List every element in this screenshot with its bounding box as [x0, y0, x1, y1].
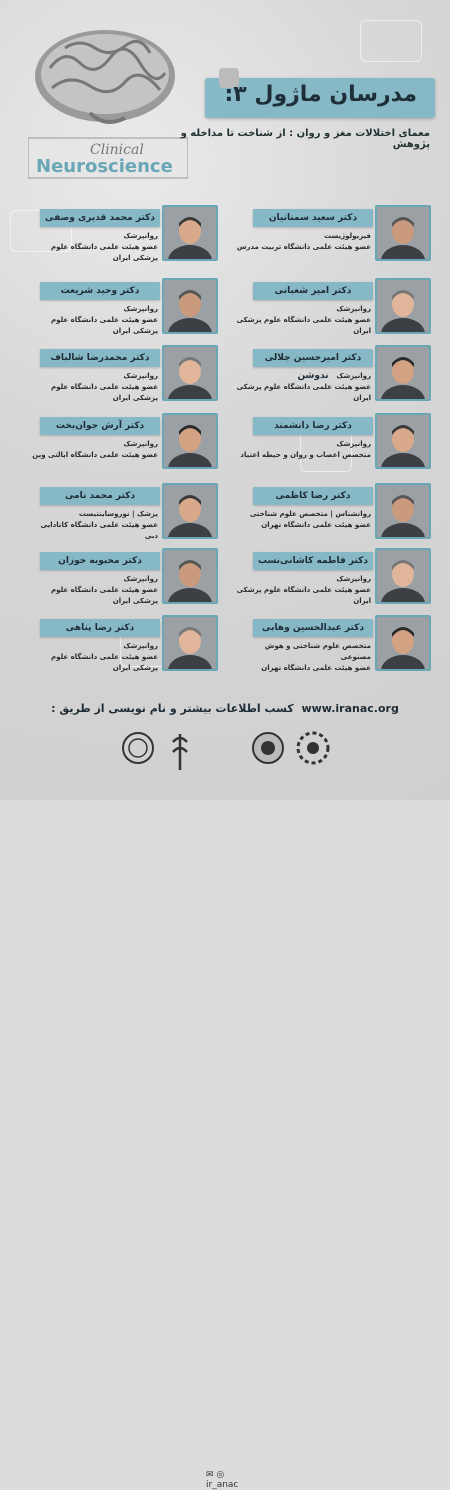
instructor-name: دکتر فاطمه کاشانی‌نسب: [257, 556, 369, 566]
description-line: روانپزشک: [123, 305, 158, 313]
instructor-name: دکتر رضا پناهی: [65, 623, 135, 633]
description-line: عضو هیئت علمی دانشگاه تهران: [261, 521, 371, 529]
instructor-description: [235, 439, 371, 461]
instructor-name: دکتر محبوبه خوزان: [58, 556, 142, 566]
description-line: عضو هیئت علمی دانشگاه علوم پزشکی ایران: [236, 383, 371, 402]
instructor-name: دکتر امیرحسین جلالی ندوشن: [264, 353, 362, 381]
instructor-name-bar: [40, 619, 160, 637]
description-line: روانپزشک: [123, 232, 158, 240]
instructor-card: [235, 483, 435, 543]
description-line: عضو هیئت علمی دانشگاه علوم پزشکی ایران: [51, 243, 158, 262]
description-line: روانپزشک: [336, 575, 371, 583]
description-line: عضو هیئت علمی دانشگاه علوم پزشکی ایران: [236, 316, 371, 335]
description-line: روانپزشک: [336, 440, 371, 448]
footer-cta: [0, 702, 450, 715]
instructor-photo: [162, 615, 218, 671]
instructor-card: [30, 548, 220, 608]
description-line: عضو هیئت علمی دانشگاه کانادایی دبی: [40, 521, 158, 540]
instructor-description: [235, 641, 371, 674]
instructor-photo: [375, 483, 431, 539]
instructor-name-bar: [253, 417, 373, 435]
description-line: روانپزشک: [336, 305, 371, 313]
description-line: عضو هیئت علمی دانشگاه اپالتی وین: [32, 451, 158, 459]
instructor-name-bar: [253, 282, 373, 300]
instructor-photo: [162, 548, 218, 604]
description-line: روانپزشک: [123, 575, 158, 583]
instructor-card: [235, 413, 435, 473]
instructor-card: [30, 345, 220, 405]
instructor-name-bar: [40, 487, 160, 505]
title-banner: [205, 78, 435, 118]
footer-logos: [0, 730, 450, 1490]
instructor-photo: [375, 205, 431, 261]
description-line: فیزیولوژیست: [323, 232, 371, 240]
instructor-name: دکتر محمد نامی: [64, 491, 136, 501]
instructor-card: [235, 615, 435, 675]
instructor-description: [30, 231, 158, 264]
instructor-card: [30, 615, 220, 675]
description-line: روانشناس | متخصص علوم شناختی: [249, 510, 371, 518]
instructor-photo: [375, 345, 431, 401]
instructor-description: [30, 574, 158, 607]
description-line: عضو هیئت علمی دانشگاه تربیت مدرس: [236, 243, 371, 251]
instructor-name-bar: [253, 619, 373, 637]
instructor-name: دکتر امیر شعبانی: [274, 286, 352, 296]
instructor-card: [235, 278, 435, 338]
description-line: روانپزشک: [336, 372, 371, 380]
instructor-name-bar: [40, 282, 160, 300]
instructor-name-bar: [40, 209, 160, 227]
description-line: روانپزشک: [123, 372, 158, 380]
header: [0, 0, 450, 200]
instructor-description: [30, 371, 158, 404]
description-line: متخصص علوم شناختی و هوش مصنوعی: [264, 642, 371, 661]
instructor-card: [235, 205, 435, 265]
logo-top-text: Clinical: [90, 142, 144, 158]
handle-text: ir_anac: [206, 1480, 239, 1490]
description-line: عضو هیئت علمی دانشگاه تهران: [261, 664, 371, 672]
instructor-card: [30, 483, 220, 543]
footer-text: کسب اطلاعات بیشتر و نام نویسی از طریق :: [51, 702, 294, 715]
clinical-neuroscience-logo: [28, 128, 188, 184]
description-line: پزشک | نوروساینتیست: [78, 510, 158, 518]
description-line: عضو هیئت علمی دانشگاه علوم پزشکی ایران: [51, 586, 158, 605]
page-subtitle: معمای اختلالات مغز و روان : از شناخت تا مداخله و پژوهش: [180, 128, 430, 150]
instructor-photo: [375, 413, 431, 469]
instructor-description: [30, 439, 158, 461]
description-line: روانپزشک: [123, 642, 158, 650]
instructor-card: [235, 548, 435, 608]
instructor-name: دکتر وحید شریعت: [60, 286, 140, 296]
page-title: مدرسان ماژول ۳:: [224, 82, 417, 107]
instructor-description: [235, 371, 371, 404]
instructor-name: دکتر محمدرضا شالباف: [50, 353, 150, 363]
instructor-name-bar: [253, 552, 373, 570]
instructor-photo: [162, 345, 218, 401]
website-link[interactable]: www.iranac.org: [301, 702, 399, 715]
brand-logo: [165, 730, 195, 776]
brain-illustration: [30, 18, 180, 138]
instructor-card: [235, 345, 435, 405]
round-logo: [250, 730, 286, 766]
social-handle[interactable]: [206, 1470, 238, 1490]
instructor-description: [30, 641, 158, 674]
instructor-photo: [375, 548, 431, 604]
instructor-name: دکتر عبدالحسین وهابی: [262, 623, 364, 633]
instructor-description: [30, 304, 158, 337]
instructor-name: دکتر آرش جوان‌بخت: [55, 421, 145, 431]
description-line: عضو هیئت علمی دانشگاه علوم پزشکی ایران: [51, 383, 158, 402]
instructor-name-bar: [253, 487, 373, 505]
instructor-card: [30, 205, 220, 265]
social-icons: ✉ ◎: [206, 1470, 225, 1480]
instructor-photo: [162, 278, 218, 334]
instructor-card: [30, 278, 220, 338]
instructor-card: [30, 413, 220, 473]
description-line: روانپزشک: [123, 440, 158, 448]
logo-bottom-text: Neuroscience: [36, 156, 173, 177]
instructor-photo: [162, 483, 218, 539]
gear-logo: [295, 730, 331, 766]
description-line: عضو هیئت علمی دانشگاه علوم پزشکی ایران: [51, 653, 158, 672]
description-line: متخصص اعصاب و روان و حیطه اعتیاد: [240, 451, 371, 459]
instructor-name-bar: [40, 349, 160, 367]
instructor-name: دکتر سعید سمنانیان: [268, 213, 358, 223]
instructor-photo: [375, 278, 431, 334]
instructor-description: [235, 574, 371, 607]
instructor-photo: [375, 615, 431, 671]
instructor-description: [30, 509, 158, 542]
instructor-name: دکتر رضا کاظمی: [275, 491, 351, 501]
instructor-name-bar: [40, 417, 160, 435]
emblem-logo: [120, 730, 156, 766]
description-line: عضو هیئت علمی دانشگاه علوم پزشکی ایران: [51, 316, 158, 335]
instructor-description: [235, 304, 371, 337]
description-line: عضو هیئت علمی دانشگاه علوم پزشکی ایران: [236, 586, 371, 605]
instructor-name: دکتر رضا دانشمند: [274, 421, 352, 431]
instructor-description: [235, 231, 371, 253]
instructor-name-bar: [253, 209, 373, 227]
instructor-photo: [162, 413, 218, 469]
instructor-name-bar: [40, 552, 160, 570]
instructor-description: [235, 509, 371, 531]
instructor-name: دکتر محمد قدیری وصفی: [44, 213, 155, 223]
instructor-photo: [162, 205, 218, 261]
